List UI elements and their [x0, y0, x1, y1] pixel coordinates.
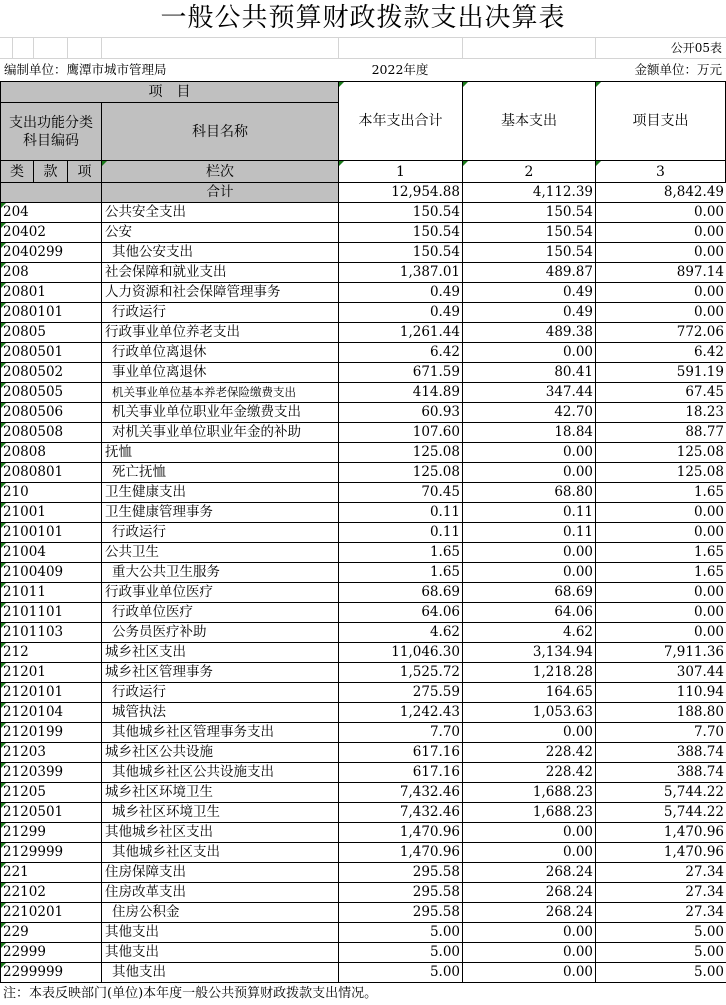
- row-basic: 489.87: [463, 263, 596, 282]
- row-subject-name: 对机关事业单位职业年金的补助: [102, 423, 339, 442]
- row-total: 70.45: [339, 483, 463, 502]
- row-basic: 0.00: [463, 963, 596, 982]
- row-subject-name: 机关事业单位职业年金缴费支出: [102, 403, 339, 422]
- table-row: [0, 863, 726, 883]
- row-project: 1.65: [596, 563, 726, 582]
- row-total: 1,470.96: [339, 843, 463, 862]
- table-row: [0, 543, 726, 563]
- row-basic: 42.70: [463, 403, 596, 422]
- row-project: 125.08: [596, 463, 726, 482]
- fiscal-year: 2022年度: [371, 62, 429, 77]
- row-project: 0.00: [596, 583, 726, 602]
- row-project: 0.00: [596, 223, 726, 242]
- row-code: 2080508: [1, 423, 102, 442]
- row-total: 60.93: [339, 403, 463, 422]
- row-total: 150.54: [339, 243, 463, 262]
- row-subject-name: 死亡抚恤: [102, 463, 339, 482]
- table-row: [0, 783, 726, 803]
- row-subject-name: 其他城乡社区管理事务支出: [102, 723, 339, 742]
- row-subject-name: 城乡社区管理事务: [102, 663, 339, 682]
- row-total: 125.08: [339, 443, 463, 462]
- table-row: [0, 403, 726, 423]
- row-total: 1,261.44: [339, 323, 463, 342]
- header-col-no-3: 3: [595, 160, 726, 183]
- row-subject-name: 其他城乡社区支出: [102, 823, 339, 842]
- row-subject-name: 住房改革支出: [102, 883, 339, 902]
- row-code: 2100409: [1, 563, 102, 582]
- row-total: 64.06: [339, 603, 463, 622]
- row-code: 210: [1, 483, 102, 502]
- row-subject-name: 行政运行: [102, 683, 339, 702]
- row-code: 2080502: [1, 363, 102, 382]
- row-code: 2129999: [1, 843, 102, 862]
- row-project: 67.45: [596, 383, 726, 402]
- table-row: [0, 483, 726, 503]
- row-project: 5,744.22: [596, 783, 726, 802]
- table-row: [0, 283, 726, 303]
- row-subject-name: 重大公共卫生服务: [102, 563, 339, 582]
- table-row: [0, 563, 726, 583]
- header-item: 项 目: [0, 81, 339, 103]
- row-project: 125.08: [596, 443, 726, 462]
- row-code: 2101103: [1, 623, 102, 642]
- row-code: 21201: [1, 663, 102, 682]
- row-code: 21205: [1, 783, 102, 802]
- row-total: 7,432.46: [339, 803, 463, 822]
- row-subject-name: 住房公积金: [102, 903, 339, 922]
- header-col-total: 本年支出合计: [338, 81, 463, 161]
- table-row: [0, 523, 726, 543]
- total-amount: 12,954.88: [339, 183, 463, 202]
- table-row: [0, 423, 726, 443]
- total-code-cell: [1, 183, 102, 202]
- row-total: 150.54: [339, 203, 463, 222]
- row-code: 2080101: [1, 303, 102, 322]
- row-code: 2080501: [1, 343, 102, 362]
- row-project: 5,744.22: [596, 803, 726, 822]
- row-code: 204: [1, 203, 102, 222]
- row-basic: 1,053.63: [463, 703, 596, 722]
- row-basic: 347.44: [463, 383, 596, 402]
- row-basic: 0.11: [463, 503, 596, 522]
- row-code: 21011: [1, 583, 102, 602]
- row-code: 22102: [1, 883, 102, 902]
- header-lanci: 栏次: [101, 160, 339, 183]
- row-subject-name: 其他城乡社区支出: [102, 843, 339, 862]
- row-total: 150.54: [339, 223, 463, 242]
- table-row: [0, 643, 726, 663]
- table-row: [0, 243, 726, 263]
- row-total: 0.49: [339, 303, 463, 322]
- row-subject-name: 行政事业单位养老支出: [102, 323, 339, 342]
- row-project: 1,470.96: [596, 823, 726, 842]
- row-subject-name: 人力资源和社会保障管理事务: [102, 283, 339, 302]
- row-code: 229: [1, 923, 102, 942]
- row-project: 88.77: [596, 423, 726, 442]
- row-code: 2120399: [1, 763, 102, 782]
- table-row: [0, 623, 726, 643]
- row-project: 27.34: [596, 863, 726, 882]
- row-subject-name: 城乡社区环境卫生: [102, 783, 339, 802]
- row-basic: 164.65: [463, 683, 596, 702]
- row-code: 221: [1, 863, 102, 882]
- row-total: 7,432.46: [339, 783, 463, 802]
- row-code: 2210201: [1, 903, 102, 922]
- row-basic: 4.62: [463, 623, 596, 642]
- row-subject-name: 行政单位医疗: [102, 603, 339, 622]
- row-subject-name: 城管执法: [102, 703, 339, 722]
- row-code: 21299: [1, 823, 102, 842]
- table-row: [0, 943, 726, 963]
- report-title: 一般公共预算财政拨款支出决算表: [160, 3, 566, 33]
- compiling-unit: 编制单位：鹰潭市城市管理局: [4, 62, 167, 77]
- row-code: 2080505: [1, 383, 102, 402]
- table-row: [0, 383, 726, 403]
- meta-row: [0, 59, 726, 81]
- row-basic: 150.54: [463, 203, 596, 222]
- row-subject-name: 行政单位离退休: [102, 343, 339, 362]
- row-total: 1,470.96: [339, 823, 463, 842]
- row-total: 11,046.30: [339, 643, 463, 662]
- row-project: 388.74: [596, 763, 726, 782]
- amount-unit: 金额单位：万元: [634, 62, 722, 77]
- row-subject-name: 行政事业单位医疗: [102, 583, 339, 602]
- row-project: 18.23: [596, 403, 726, 422]
- row-project: 5.00: [596, 943, 726, 962]
- row-total: 5.00: [339, 963, 463, 982]
- row-subject-name: 其他城乡社区公共设施支出: [102, 763, 339, 782]
- row-total: 1,525.72: [339, 663, 463, 682]
- row-basic: 80.41: [463, 363, 596, 382]
- row-project: 388.74: [596, 743, 726, 762]
- table-row: [0, 583, 726, 603]
- row-subject-name: 事业单位离退休: [102, 363, 339, 382]
- row-basic: 0.00: [463, 843, 596, 862]
- total-label: 合计: [102, 183, 339, 202]
- row-basic: 0.11: [463, 523, 596, 542]
- row-code: 2120101: [1, 683, 102, 702]
- row-project: 5.00: [596, 963, 726, 982]
- header-col-no-2: 2: [462, 160, 596, 183]
- row-total: 617.16: [339, 743, 463, 762]
- row-basic: 3,134.94: [463, 643, 596, 662]
- row-project: 0.00: [596, 503, 726, 522]
- row-project: 0.00: [596, 523, 726, 542]
- row-subject-name: 行政运行: [102, 303, 339, 322]
- row-basic: 1,218.28: [463, 663, 596, 682]
- table-row: [0, 443, 726, 463]
- row-project: 1.65: [596, 543, 726, 562]
- row-code: 20808: [1, 443, 102, 462]
- row-subject-name: 其他支出: [102, 963, 339, 982]
- table-row: [0, 823, 726, 843]
- row-basic: 1,688.23: [463, 783, 596, 802]
- row-project: 188.80: [596, 703, 726, 722]
- table-row: [0, 323, 726, 343]
- total-project: 8,842.49: [596, 183, 726, 202]
- row-subject-name: 其他支出: [102, 943, 339, 962]
- row-code: 2101101: [1, 603, 102, 622]
- row-project: 0.00: [596, 243, 726, 262]
- row-project: 27.34: [596, 903, 726, 922]
- table-header: [0, 81, 726, 183]
- row-total: 1.65: [339, 563, 463, 582]
- row-subject-name: 公务员医疗补助: [102, 623, 339, 642]
- row-total: 1.65: [339, 543, 463, 562]
- row-project: 0.00: [596, 603, 726, 622]
- header-lei: 类: [0, 160, 34, 183]
- row-total: 617.16: [339, 763, 463, 782]
- row-basic: 0.49: [463, 283, 596, 302]
- row-basic: 150.54: [463, 223, 596, 242]
- row-code: 2120104: [1, 703, 102, 722]
- row-project: 1.65: [596, 483, 726, 502]
- total-basic: 4,112.39: [463, 183, 596, 202]
- header-col-basic: 基本支出: [462, 81, 596, 161]
- table-row: [0, 363, 726, 383]
- row-basic: 0.00: [463, 823, 596, 842]
- row-subject-name: 城乡社区环境卫生: [102, 803, 339, 822]
- row-basic: 268.24: [463, 903, 596, 922]
- row-basic: 489.38: [463, 323, 596, 342]
- table-body: [0, 183, 726, 983]
- row-code: 2080801: [1, 463, 102, 482]
- row-project: 0.00: [596, 283, 726, 302]
- table-row: [0, 743, 726, 763]
- row-basic: 0.00: [463, 563, 596, 582]
- table-row: [0, 503, 726, 523]
- row-subject-name: 城乡社区支出: [102, 643, 339, 662]
- row-code: 2120199: [1, 723, 102, 742]
- row-subject-name: 其他公安支出: [102, 243, 339, 262]
- row-basic: 0.00: [463, 443, 596, 462]
- row-code: 22999: [1, 943, 102, 962]
- row-project: 0.00: [596, 623, 726, 642]
- row-basic: 1,688.23: [463, 803, 596, 822]
- row-total: 1,242.43: [339, 703, 463, 722]
- row-subject-name: 卫生健康管理事务: [102, 503, 339, 522]
- form-number: 公开05表: [670, 41, 722, 55]
- row-total: 7.70: [339, 723, 463, 742]
- table-row: [0, 843, 726, 863]
- row-code: 2040299: [1, 243, 102, 262]
- table-row: [0, 903, 726, 923]
- row-subject-name: 卫生健康支出: [102, 483, 339, 502]
- row-subject-name: 公共安全支出: [102, 203, 339, 222]
- row-total: 107.60: [339, 423, 463, 442]
- table-row: [0, 203, 726, 223]
- table-row: [0, 963, 726, 983]
- table-row: [0, 683, 726, 703]
- row-basic: 0.00: [463, 943, 596, 962]
- row-code: 2080506: [1, 403, 102, 422]
- table-row: [0, 263, 726, 283]
- row-subject-name: 城乡社区公共设施: [102, 743, 339, 762]
- row-project: 110.94: [596, 683, 726, 702]
- footnote: 注：本表反映部门(单位)本年度一般公共预算财政拨款支出情况。: [3, 986, 378, 1001]
- table-row: [0, 803, 726, 823]
- row-total: 0.11: [339, 503, 463, 522]
- row-project: 307.44: [596, 663, 726, 682]
- row-subject-name: 社会保障和就业支出: [102, 263, 339, 282]
- table-row: [0, 663, 726, 683]
- table-row: [0, 223, 726, 243]
- row-basic: 0.49: [463, 303, 596, 322]
- row-basic: 0.00: [463, 923, 596, 942]
- row-total: 4.62: [339, 623, 463, 642]
- row-basic: 0.00: [463, 463, 596, 482]
- row-total: 671.59: [339, 363, 463, 382]
- row-basic: 228.42: [463, 743, 596, 762]
- row-total: 5.00: [339, 923, 463, 942]
- table-row: [0, 463, 726, 483]
- row-project: 591.19: [596, 363, 726, 382]
- row-project: 0.00: [596, 303, 726, 322]
- row-basic: 68.69: [463, 583, 596, 602]
- row-basic: 18.84: [463, 423, 596, 442]
- table-row: [0, 603, 726, 623]
- row-total: 275.59: [339, 683, 463, 702]
- row-total: 295.58: [339, 903, 463, 922]
- row-project: 27.34: [596, 883, 726, 902]
- header-kuan: 款: [33, 160, 68, 183]
- table-row: [0, 923, 726, 943]
- row-total: 5.00: [339, 943, 463, 962]
- row-code: 2100101: [1, 523, 102, 542]
- row-subject-name: 其他支出: [102, 923, 339, 942]
- row-subject-name: 公共卫生: [102, 543, 339, 562]
- row-total: 6.42: [339, 343, 463, 362]
- row-basic: 0.00: [463, 723, 596, 742]
- row-code: 21001: [1, 503, 102, 522]
- row-code: 20801: [1, 283, 102, 302]
- table-row: [0, 723, 726, 743]
- row-basic: 68.80: [463, 483, 596, 502]
- table-row: [0, 303, 726, 323]
- row-basic: 0.00: [463, 343, 596, 362]
- row-code: 212: [1, 643, 102, 662]
- row-project: 772.06: [596, 323, 726, 342]
- row-basic: 0.00: [463, 543, 596, 562]
- row-total: 295.58: [339, 883, 463, 902]
- header-col-project: 项目支出: [595, 81, 726, 161]
- row-project: 1,470.96: [596, 843, 726, 862]
- row-subject-name: 抚恤: [102, 443, 339, 462]
- row-basic: 268.24: [463, 883, 596, 902]
- total-row: [0, 183, 726, 203]
- row-project: 897.14: [596, 263, 726, 282]
- row-subject-name: 行政运行: [102, 523, 339, 542]
- row-total: 295.58: [339, 863, 463, 882]
- row-subject-name: 住房保障支出: [102, 863, 339, 882]
- row-total: 68.69: [339, 583, 463, 602]
- form-number-row: [0, 37, 726, 59]
- row-total: 0.11: [339, 523, 463, 542]
- row-basic: 228.42: [463, 763, 596, 782]
- header-code-group: 支出功能分类科目编码: [0, 102, 102, 161]
- row-project: 7,911.36: [596, 643, 726, 662]
- header-subject-name: 科目名称: [101, 102, 339, 161]
- table-row: [0, 763, 726, 783]
- table-row: [0, 343, 726, 363]
- table-row: [0, 883, 726, 903]
- row-project: 5.00: [596, 923, 726, 942]
- row-code: 21203: [1, 743, 102, 762]
- row-total: 1,387.01: [339, 263, 463, 282]
- row-total: 125.08: [339, 463, 463, 482]
- row-subject-name: 公安: [102, 223, 339, 242]
- row-project: 7.70: [596, 723, 726, 742]
- row-basic: 64.06: [463, 603, 596, 622]
- header-col-no-1: 1: [338, 160, 463, 183]
- row-code: 21004: [1, 543, 102, 562]
- row-code: 20805: [1, 323, 102, 342]
- row-basic: 150.54: [463, 243, 596, 262]
- row-code: 20402: [1, 223, 102, 242]
- row-basic: 268.24: [463, 863, 596, 882]
- row-project: 6.42: [596, 343, 726, 362]
- table-row: [0, 703, 726, 723]
- row-project: 0.00: [596, 203, 726, 222]
- row-subject-name: 机关事业单位基本养老保险缴费支出: [102, 383, 339, 402]
- row-code: 2120501: [1, 803, 102, 822]
- row-code: 2299999: [1, 963, 102, 982]
- row-total: 414.89: [339, 383, 463, 402]
- row-total: 0.49: [339, 283, 463, 302]
- row-code: 208: [1, 263, 102, 282]
- header-xiang: 项: [67, 160, 102, 183]
